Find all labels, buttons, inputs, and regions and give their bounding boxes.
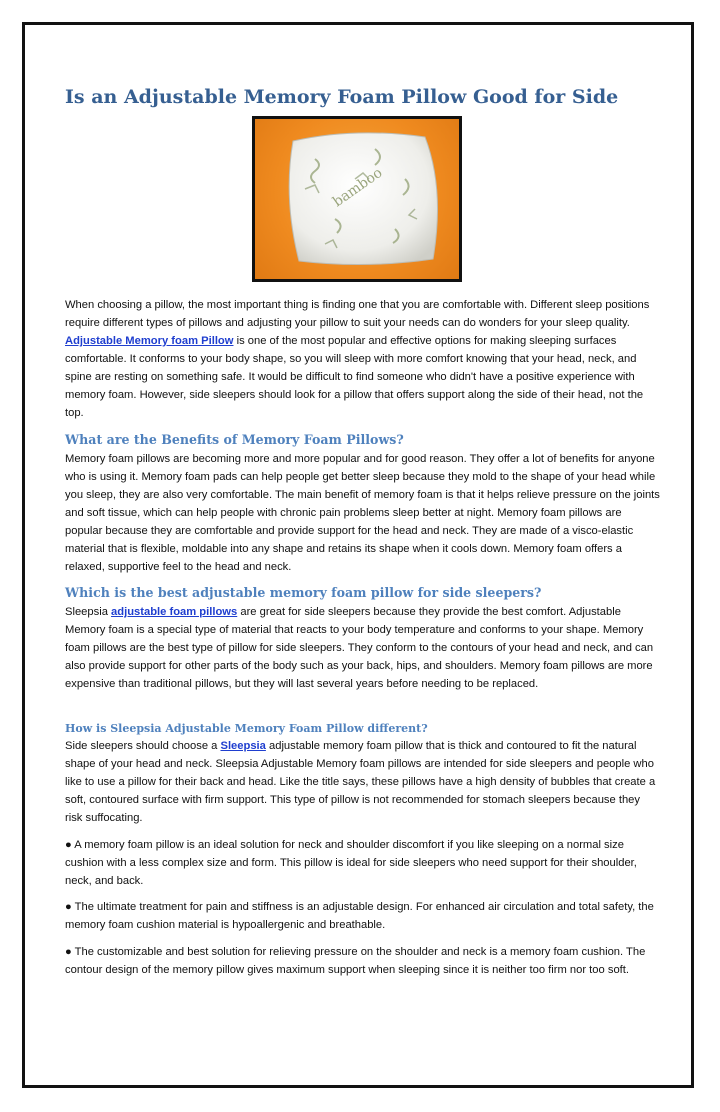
adjustable-foam-pillows-link[interactable]: adjustable foam pillows <box>111 606 238 618</box>
benefits-paragraph: Memory foam pillows are becoming more and more popular and for good reason. They offer a lot of benefits for anyone who is using it. Memory foam pads can help people get better sleep because they mold to the shape of your head while you sleep, they are also very comfortable. The main benefit of memory foam is that it helps relieve pressure on the joints and soft tissue, which can help people with chronic pain problems sleep better at night. Memory foam pillows are popular because they are comfortable and provide support for the head and neck. They are made of a visco-elastic material that is flexible, moldable into any shape and retains its shape when it cools down. Memory foam offers a relaxed, supportive feel to the head and neck. <box>65 453 660 573</box>
section-heading-best-pillow: Which is the best adjustable memory foam pillow for side sleepers? <box>65 585 542 600</box>
bullet-item: ● The ultimate treatment for pain and stiffness is an adjustable design. For enhanced air circulation and total safety, the memory foam cushion material is hypoallergenic and breathable. <box>65 901 654 931</box>
bullet-item: ● A memory foam pillow is an ideal solution for neck and shoulder discomfort if you like sleeping on a normal size cushion with a less complex size and form. This pillow is ideal for side sleepers who need support for their shoulder, neck, and back. <box>65 839 637 887</box>
sleepsia-link[interactable]: Sleepsia <box>220 740 266 752</box>
pillow-print-text: bamboo <box>330 164 386 211</box>
section-heading-sleepsia: How is Sleepsia Adjustable Memory Foam Pillow different? <box>65 722 428 735</box>
best-pillow-paragraph: Sleepsia adjustable foam pillows are great for side sleepers because they provide the best comfort. Adjustable Memory foam is a special type of material that reacts to your body temperature and conforms to your shape. Memory foam pillows are the best type of pillow for side sleepers. They conform to the contours of your head and neck, and can also provide support for other parts of the body such as your back, hips, and shoulders. Memory foam pillows are more expensive than traditional pillows, but they will last several years before needing to be replaced. <box>65 606 654 690</box>
pillow-illustration <box>255 119 459 279</box>
section-heading-benefits: What are the Benefits of Memory Foam Pillows? <box>65 432 404 447</box>
page-title: Is an Adjustable Memory Foam Pillow Good for Side <box>65 86 619 108</box>
pillow-photo <box>252 116 462 282</box>
bullet-item: ● The customizable and best solution for relieving pressure on the shoulder and neck is a memory foam cushion. The contour design of the memory pillow gives maximum support when sleeping since it is neither too firm nor too soft. <box>65 946 646 976</box>
intro-paragraph: When choosing a pillow, the most important thing is finding one that you are comfortable with. Different sleep positions require different types of pillows and adjusting your pillow to suit your needs can do wonders for your sleep quality. Adjustable Memory foam Pillow is one of the most popular and effective options for making sleeping surfaces comfortable. It conforms to your body shape, so you will sleep with more comfort knowing that your head, neck, and spine are resting on something safe. It would be difficult to find someone who didn't have a positive experience with memory foam. However, side sleepers should look for a pillow that offers support along the side of their head, not the top. <box>65 299 650 419</box>
sleepsia-paragraph: Side sleepers should choose a Sleepsia adjustable memory foam pillow that is thick and contoured to fit the natural shape of your head and neck. Sleepsia Adjustable Memory foam pillows are intended for side sleepers and people who like to use a pillow for their back and head. Like the title says, these pillows have a high density of bubbles that create a soft, contoured surface with firm support. This type of pillow is not recommended for stomach sleepers because they risk suffocating. <box>65 740 656 824</box>
adjustable-memory-foam-pillow-link[interactable]: Adjustable Memory foam Pillow <box>65 335 234 347</box>
